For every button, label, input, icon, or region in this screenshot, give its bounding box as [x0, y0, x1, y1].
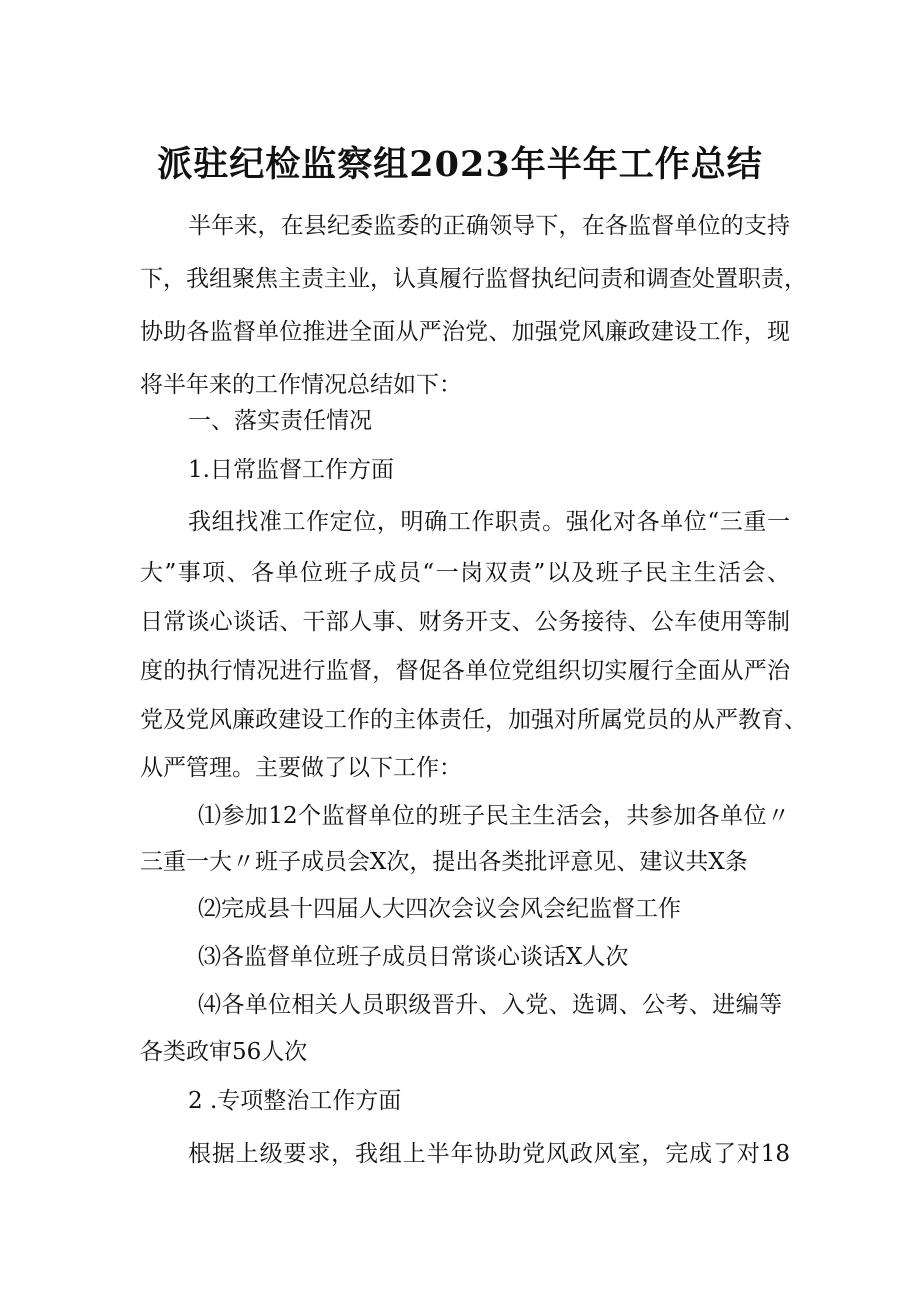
- list-item: ⑶各监督单位班子成员日常谈心谈话X人次: [198, 944, 629, 970]
- paragraph-line: 根据上级要求，我组上半年协助党风政风室，完成了对18: [188, 1141, 790, 1167]
- paragraph-line: 日常谈心谈话、干部人事、财务开支、公务接待、公车使用等制: [140, 609, 790, 635]
- paragraph-line: 大”事项、各单位班子成员“一岗双责”以及班子民主生活会、: [140, 560, 790, 586]
- subsection-heading: 1.日常监督工作方面: [188, 457, 394, 483]
- paragraph-line: 我组找准工作定位，明确工作职责。强化对各单位“三重一: [188, 509, 790, 535]
- document-title: 派驻纪检监察组2023年半年工作总结: [157, 144, 763, 185]
- list-item: ⑷各单位相关人员职级晋升、入党、选调、公考、进编等: [198, 992, 782, 1018]
- paragraph-line: 党及党风廉政建设工作的主体责任，加强对所属党员的从严教育、: [140, 707, 807, 733]
- list-item: ⑵完成县十四届人大四次会议会风会纪监督工作: [198, 896, 681, 922]
- list-item: ⑴参加12个监督单位的班子民主生活会，共参加各单位〃: [198, 803, 790, 829]
- paragraph-line: 从严管理。主要做了以下工作：: [140, 755, 462, 781]
- list-item-continuation: 各类政审56人次: [140, 1039, 308, 1065]
- list-item-continuation: 三重一大〃班子成员会X次，提出各类批评意见、建议共X条: [140, 849, 748, 875]
- section-heading: 一、落实责任情况: [188, 408, 372, 434]
- paragraph-line: 度的执行情况进行监督，督促各单位党组织切实履行全面从严治: [140, 658, 790, 684]
- paragraph-line: 半年来，在县纪委监委的正确领导下，在各监督单位的支持: [188, 213, 790, 239]
- paragraph-line: 将半年来的工作情况总结如下：: [140, 372, 462, 398]
- subsection-heading: 2 .专项整治工作方面: [188, 1088, 402, 1114]
- paragraph-line: 下，我组聚焦主责主业，认真履行监督执纪问责和调查处置职责，: [140, 266, 807, 292]
- paragraph-line: 协助各监督单位推进全面从严治党、加强党风廉政建设工作，现: [140, 319, 790, 345]
